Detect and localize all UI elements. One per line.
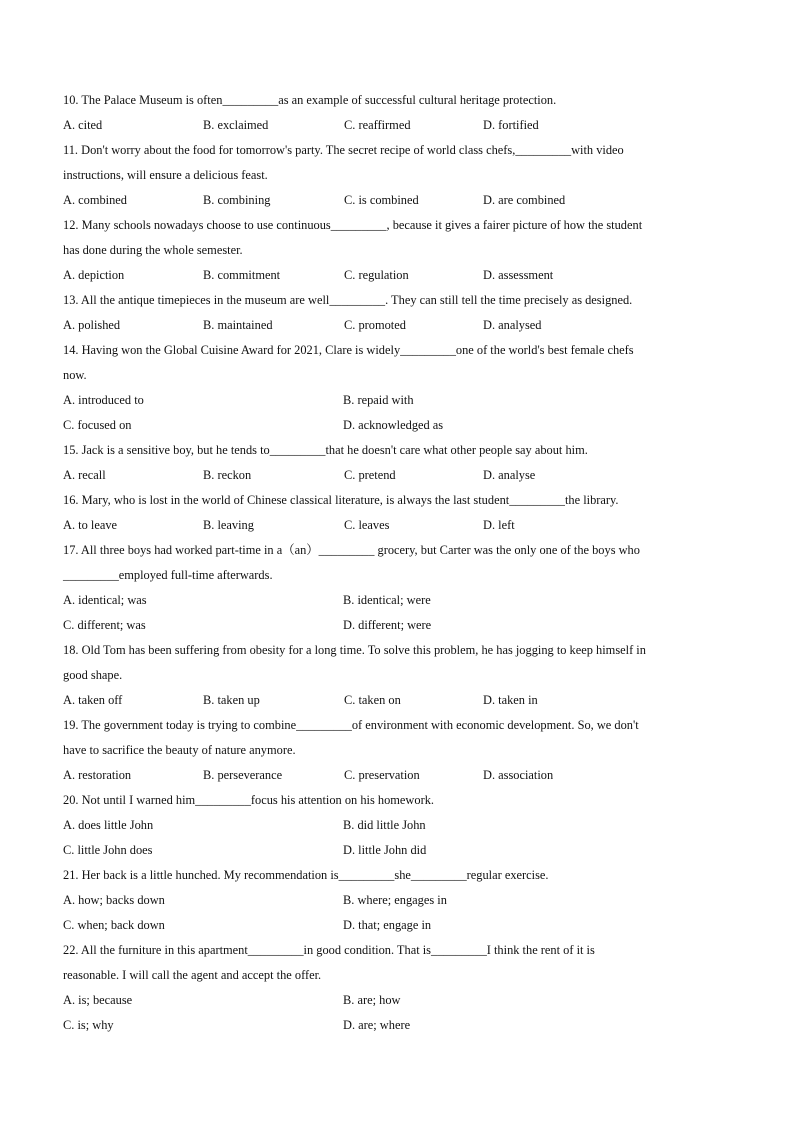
options-row [63, 513, 733, 538]
question-stem-cont: instructions, will ensure a delicious feast. [63, 168, 268, 182]
option-b: B. reckon [203, 468, 252, 482]
question-stem: 17. All three boys had worked part-time in a（an）_________ grocery, but Carter was the only one of the boys who [63, 543, 640, 557]
question-22 [63, 938, 733, 1038]
question-11 [63, 138, 733, 213]
option-b: B. did little John [343, 818, 426, 832]
question-stem: 20. Not until I warned him_________focus his attention on his homework. [63, 793, 434, 807]
option-d: D. left [483, 518, 515, 532]
options-row [63, 838, 733, 863]
option-c: C. regulation [344, 268, 409, 282]
options-row [63, 763, 733, 788]
option-c: C. is; why [63, 1018, 114, 1032]
option-d: D. are combined [483, 193, 566, 207]
options-row [63, 988, 733, 1013]
option-d: D. assessment [483, 268, 554, 282]
question-17 [63, 538, 733, 638]
options-row [63, 813, 733, 838]
question-stem: 18. Old Tom has been suffering from obesity for a long time. To solve this problem, he has jogging to keep himself in [63, 643, 646, 657]
question-stem-cont: has done during the whole semester. [63, 243, 243, 257]
option-a: A. recall [63, 468, 106, 482]
option-b: B. exclaimed [203, 118, 269, 132]
option-d: D. that; engage in [343, 918, 432, 932]
option-c: C. different; was [63, 618, 146, 632]
option-b: B. leaving [203, 518, 254, 532]
option-b: B. combining [203, 193, 271, 207]
question-stem: 12. Many schools nowadays choose to use continuous_________, because it gives a fairer picture of how the student [63, 218, 643, 232]
question-stem-cont: _________employed full-time afterwards. [63, 568, 273, 582]
option-a: A. depiction [63, 268, 125, 282]
option-a: A. does little John [63, 818, 154, 832]
option-b: B. perseverance [203, 768, 283, 782]
question-13 [63, 288, 733, 338]
question-14 [63, 338, 733, 438]
question-15 [63, 438, 733, 488]
options-row [63, 388, 733, 413]
option-b: B. taken up [203, 693, 260, 707]
options-row [63, 113, 733, 138]
options-row [63, 613, 733, 638]
option-a: A. introduced to [63, 393, 144, 407]
question-stem: 21. Her back is a little hunched. My recommendation is_________she_________regular exercise. [63, 868, 549, 882]
option-c: C. focused on [63, 418, 132, 432]
question-stem: 13. All the antique timepieces in the museum are well_________. They can still tell the time precisely as designed. [63, 293, 633, 307]
option-b: B. are; how [343, 993, 401, 1007]
option-c: C. when; back down [63, 918, 165, 932]
options-row [63, 313, 733, 338]
option-c: C. pretend [344, 468, 396, 482]
option-c: C. taken on [344, 693, 401, 707]
options-row [63, 913, 733, 938]
option-d: D. are; where [343, 1018, 411, 1032]
option-d: D. acknowledged as [343, 418, 444, 432]
option-b: B. repaid with [343, 393, 414, 407]
option-c: C. is combined [344, 193, 419, 207]
option-d: D. association [483, 768, 554, 782]
question-20 [63, 788, 733, 863]
exam-page [63, 88, 733, 1038]
question-stem: 10. The Palace Museum is often_________as an example of successful cultural heritage protection. [63, 93, 557, 107]
option-a: A. cited [63, 118, 103, 132]
option-d: D. analysed [483, 318, 542, 332]
option-a: A. combined [63, 193, 128, 207]
question-stem: 19. The government today is trying to combine_________of environment with economic development. So, we don't [63, 718, 639, 732]
question-stem: 11. Don't worry about the food for tomorrow's party. The secret recipe of world class chefs,_________with video [63, 143, 624, 157]
question-19 [63, 713, 733, 788]
question-12 [63, 213, 733, 288]
option-d: D. different; were [343, 618, 432, 632]
option-a: A. how; backs down [63, 893, 165, 907]
options-row [63, 1013, 733, 1038]
option-c: C. little John does [63, 843, 153, 857]
option-d: D. analyse [483, 468, 536, 482]
option-c: C. promoted [344, 318, 406, 332]
option-b: B. maintained [203, 318, 273, 332]
options-row [63, 888, 733, 913]
option-b: B. commitment [203, 268, 281, 282]
question-stem: 15. Jack is a sensitive boy, but he tends to_________that he doesn't care what other people say about him. [63, 443, 588, 457]
option-b: B. where; engages in [343, 893, 447, 907]
question-10 [63, 88, 733, 138]
option-a: A. to leave [63, 518, 118, 532]
question-stem: 14. Having won the Global Cuisine Award for 2021, Clare is widely_________one of the world's best female chefs [63, 343, 634, 357]
option-c: C. reaffirmed [344, 118, 411, 132]
question-21 [63, 863, 733, 938]
option-d: D. little John did [343, 843, 427, 857]
question-18 [63, 638, 733, 713]
question-stem-cont: have to sacrifice the beauty of nature anymore. [63, 743, 296, 757]
question-stem-cont: good shape. [63, 668, 123, 682]
question-16 [63, 488, 733, 538]
option-b: B. identical; were [343, 593, 431, 607]
option-d: D. fortified [483, 118, 539, 132]
options-row [63, 588, 733, 613]
question-stem-cont: reasonable. I will call the agent and accept the offer. [63, 968, 322, 982]
options-row [63, 263, 733, 288]
options-row [63, 463, 733, 488]
option-a: A. is; because [63, 993, 133, 1007]
option-c: C. preservation [344, 768, 420, 782]
options-row [63, 188, 733, 213]
option-c: C. leaves [344, 518, 390, 532]
options-row [63, 688, 733, 713]
option-a: A. restoration [63, 768, 132, 782]
option-a: A. taken off [63, 693, 123, 707]
option-a: A. polished [63, 318, 121, 332]
option-d: D. taken in [483, 693, 538, 707]
option-a: A. identical; was [63, 593, 147, 607]
question-stem: 22. All the furniture in this apartment_________in good condition. That is_________I think the rent of it is [63, 943, 595, 957]
question-stem-cont: now. [63, 368, 87, 382]
question-stem: 16. Mary, who is lost in the world of Chinese classical literature, is always the last student_________the library. [63, 493, 619, 507]
options-row [63, 413, 733, 438]
